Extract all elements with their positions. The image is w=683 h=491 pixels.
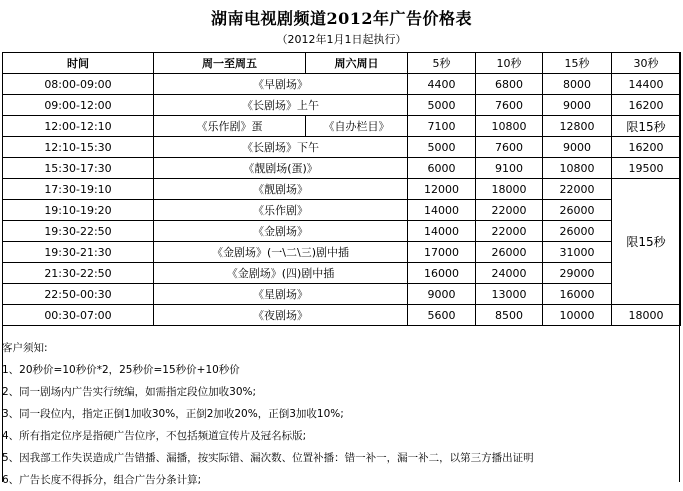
price-30s: 16200 [612,137,681,158]
price-10s: 24000 [476,263,543,284]
price-30s: 14400 [612,74,681,95]
table-row [3,221,681,242]
note-item: 5、因我部工作失误造成广告错播、漏播，按实际错、漏次数、位置补播：错一补一，漏一补二，以第三方播出证明 [2,452,534,464]
price-5s: 7100 [408,116,476,137]
table-row [3,74,681,95]
header-weekend: 周六周日 [306,53,408,74]
price-10s: 9100 [476,158,543,179]
price-15s: 22000 [543,179,612,200]
price-30s: 19500 [612,158,681,179]
header-10s: 10秒 [476,53,543,74]
time-cell: 12:10-15:30 [3,137,154,158]
header-30s: 30秒 [612,53,681,74]
program-cell: 《早剧场》 [154,74,408,95]
price-15s: 9000 [543,95,612,116]
table-header-row [3,53,681,74]
time-cell: 22:50-00:30 [3,284,154,305]
price-5s: 14000 [408,200,476,221]
price-5s: 6000 [408,158,476,179]
price-10s: 7600 [476,137,543,158]
time-cell: 21:30-22:50 [3,263,154,284]
price-10s: 26000 [476,242,543,263]
time-cell: 19:30-21:30 [3,242,154,263]
price-15s: 31000 [543,242,612,263]
time-cell: 19:10-19:20 [3,200,154,221]
notes-heading: 客户须知: [2,342,48,354]
price-5s: 4400 [408,74,476,95]
time-cell: 00:30-07:00 [3,305,154,326]
price-30s: 16200 [612,95,681,116]
program-cell: 《金剧场》(四)剧中插 [154,263,408,284]
time-cell: 17:30-19:10 [3,179,154,200]
price-10s: 22000 [476,221,543,242]
program-cell: 《金剧场》(一\二\三)剧中插 [154,242,408,263]
price-5s: 16000 [408,263,476,284]
price-30s: 限15秒 [612,116,681,137]
table-row [3,95,681,116]
note-item: 1、20秒价=10秒价*2，25秒价=15秒价+10秒价 [2,364,240,376]
price-10s: 7600 [476,95,543,116]
price-15s: 10800 [543,158,612,179]
table-row [3,263,681,284]
note-item: 6、广告长度不得拆分，组合广告分条计算; [2,474,202,486]
program-cell: 《夜剧场》 [154,305,408,326]
table-row [3,179,681,200]
header-5s: 5秒 [408,53,476,74]
time-cell: 08:00-09:00 [3,74,154,95]
time-cell: 15:30-17:30 [3,158,154,179]
customer-notes [2,337,680,491]
time-cell: 09:00-12:00 [3,95,154,116]
price-10s: 10800 [476,116,543,137]
table-row [3,284,681,305]
program-cell: 《星剧场》 [154,284,408,305]
program-cell-weekday: 《乐作剧》蛋 [154,116,306,137]
price-5s: 9000 [408,284,476,305]
program-cell: 《长剧场》下午 [154,137,408,158]
time-cell: 12:00-12:10 [3,116,154,137]
table-row [3,116,681,137]
price-5s: 5600 [408,305,476,326]
header-weekday: 周一至周五 [154,53,306,74]
price-15s: 29000 [543,263,612,284]
header-time: 时间 [3,53,154,74]
program-cell: 《长剧场》上午 [154,95,408,116]
price-15s: 9000 [543,137,612,158]
price-5s: 12000 [408,179,476,200]
price-5s: 14000 [408,221,476,242]
table-row [3,137,681,158]
price-5s: 17000 [408,242,476,263]
program-cell: 《靓剧场》 [154,179,408,200]
price-15s: 26000 [543,200,612,221]
price-5s: 5000 [408,95,476,116]
page-title: 湖南电视剧频道2012年广告价格表 [210,9,473,28]
note-item: 3、同一段位内，指定正倒1加收30%，正倒2加收20%，正倒3加收10%; [2,408,344,420]
note-item: 2、同一剧场内广告实行统编，如需指定段位加收30%; [2,386,257,398]
program-cell: 《乐作剧》 [154,200,408,221]
program-cell: 《金剧场》 [154,221,408,242]
effective-date: （2012年1月1日起执行） [276,33,407,46]
table-row [3,242,681,263]
table-row [3,200,681,221]
price-15s: 8000 [543,74,612,95]
price-15s: 10000 [543,305,612,326]
limit-15s-cell: 限15秒 [612,179,681,305]
time-cell: 19:30-22:50 [3,221,154,242]
price-10s: 13000 [476,284,543,305]
program-cell-weekend: 《自办栏目》 [306,116,408,137]
price-10s: 18000 [476,179,543,200]
table-row [3,305,681,326]
price-10s: 6800 [476,74,543,95]
price-10s: 22000 [476,200,543,221]
price-15s: 12800 [543,116,612,137]
program-cell: 《靓剧场(蛋)》 [154,158,408,179]
price-10s: 8500 [476,305,543,326]
price-15s: 26000 [543,221,612,242]
price-30s: 18000 [612,305,681,326]
price-15s: 16000 [543,284,612,305]
price-5s: 5000 [408,137,476,158]
header-15s: 15秒 [543,53,612,74]
price-table [2,52,681,326]
note-item: 4、所有指定位序是指硬广告位序，不包括频道宣传片及冠名标版; [2,430,307,442]
table-row [3,158,681,179]
